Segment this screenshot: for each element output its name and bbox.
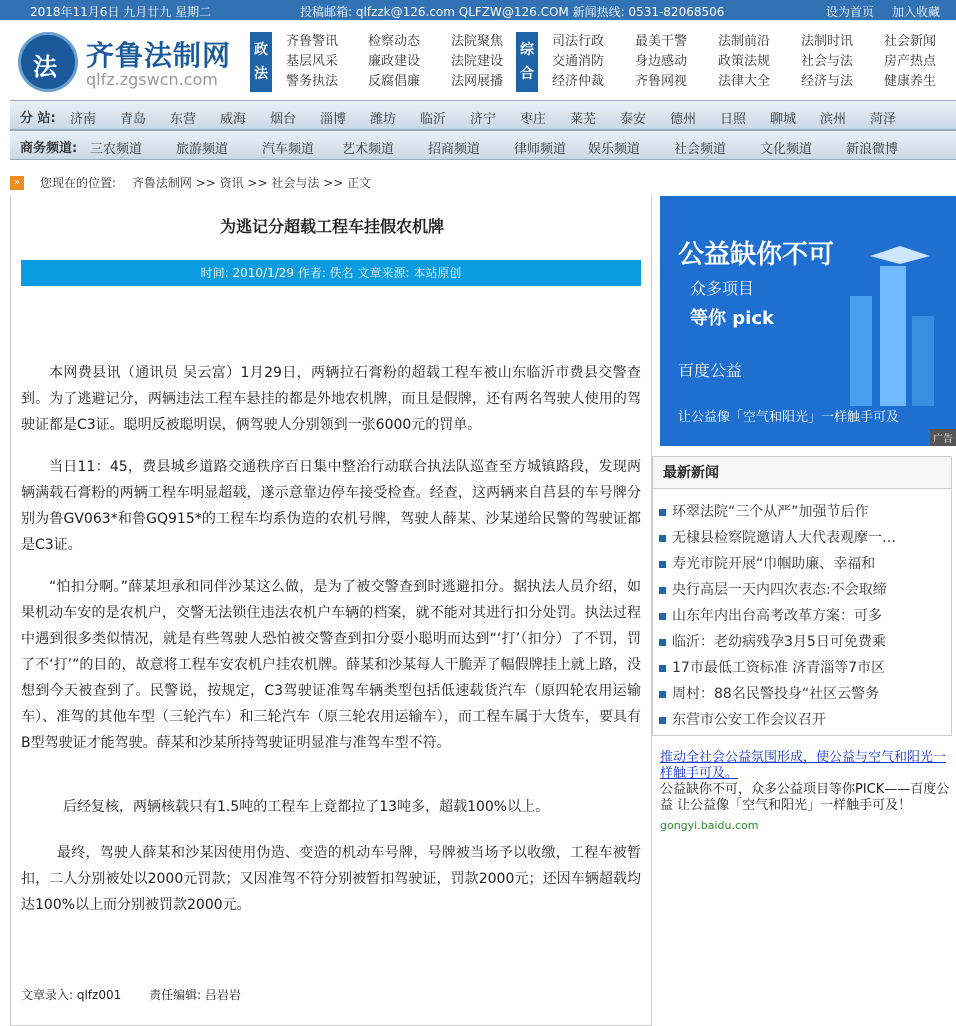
ad-brand: 百度公益: [678, 361, 743, 380]
nav-link[interactable]: 健康养生: [884, 74, 937, 89]
date-text: 2018年11月6日 九月廿九 星期二: [30, 5, 212, 19]
station-link[interactable]: 潍坊: [370, 112, 397, 127]
add-favorite-link[interactable]: 加入收藏: [892, 5, 941, 19]
nav-col-8: [884, 32, 936, 92]
station-link[interactable]: 日照: [720, 112, 747, 127]
breadcrumb-path[interactable]: 齐鲁法制网 >> 资讯 >> 社会与法 >> 正文: [131, 176, 372, 190]
nav-link[interactable]: 法院建设: [451, 54, 504, 69]
article-meta: 时间: 2010/1/29 作者: 佚名 文章来源: 本站原创: [21, 260, 641, 286]
nav-link[interactable]: 司法行政: [552, 34, 605, 49]
nav-col-5: [635, 32, 687, 92]
article-paragraph: 最终，驾驶人薛某和沙某因使用伪造、变造的机动车号牌，号牌被当场予以收缴，工程车被暂扣，二人分别被处以2000元罚款；又因准驾不符分别被暂扣驾驶证，罚款2000元；还因车辆超载均达100%以上而分别被罚款2000元。: [21, 845, 641, 913]
nav-link[interactable]: 身边感动: [635, 54, 688, 69]
channel-link[interactable]: 艺术频道: [342, 142, 395, 157]
station-link[interactable]: 东营: [170, 112, 197, 127]
city-illustration-icon: [840, 236, 950, 416]
stations-label: 分 站:: [20, 111, 56, 126]
breadcrumb-prefix: 您现在的位置:: [40, 176, 117, 190]
station-link[interactable]: 济宁: [470, 112, 497, 127]
ad-banner[interactable]: [660, 196, 956, 446]
news-item[interactable]: 临沂：老幼病残孕3月5日可免费乘: [659, 631, 886, 651]
channel-link[interactable]: 律师频道: [514, 142, 567, 157]
text-ad-url[interactable]: gongyi.baidu.com: [660, 819, 759, 832]
channel-link[interactable]: 三农频道: [90, 142, 143, 157]
logo-icon[interactable]: 法: [18, 32, 78, 92]
ad-subline: 众多项目: [690, 279, 755, 298]
news-item[interactable]: 17市最低工资标准 济青淄等7市区: [659, 657, 885, 677]
channel-link[interactable]: 文化频道: [760, 142, 813, 157]
channel-link[interactable]: 旅游频道: [176, 142, 229, 157]
business-label: 商务频道:: [20, 141, 78, 156]
station-link[interactable]: 聊城: [770, 112, 797, 127]
site-url: qlfz.zgswcn.com: [86, 70, 218, 89]
article-paragraph: 本网费县讯（通讯员 吴云富）1月29日，两辆拉石膏粉的超载工程车被山东临沂市费县交警查到。为了逃避记分，两辆违法工程车悬挂的都是外地农机牌，而且是假牌，还有两名驾驶人使用的驾驶证都是C3证。聪明反被聪明误，俩驾驶人分别领到一张6000元的罚单。: [21, 365, 641, 433]
station-link[interactable]: 济南: [70, 112, 97, 127]
nav-link[interactable]: 法制时讯: [801, 34, 854, 49]
arrow-icon: »: [10, 176, 24, 190]
news-item[interactable]: 山东年内出台高考改革方案：可多: [659, 605, 882, 625]
ad-pick: 等你 pick: [690, 308, 774, 329]
ad-slogan: 让公益像「空气和阳光」一样触手可及: [678, 410, 900, 425]
channel-link[interactable]: 汽车频道: [262, 142, 315, 157]
nav-link[interactable]: 基层风采: [286, 54, 339, 69]
site-header: [10, 22, 956, 100]
news-item[interactable]: 央行高层一天内四次表态:不会取缔: [659, 579, 887, 599]
news-item[interactable]: 无棣县检察院邀请人大代表观摩一…: [659, 527, 896, 547]
nav-link[interactable]: 反腐倡廉: [368, 74, 421, 89]
station-link[interactable]: 威海: [220, 112, 247, 127]
nav-link[interactable]: 齐鲁警讯: [286, 34, 339, 49]
nav-link[interactable]: 检察动态: [368, 34, 421, 49]
station-link[interactable]: 枣庄: [520, 112, 547, 127]
news-item[interactable]: 周村：88名民警投身“社区云警务: [659, 683, 879, 703]
nav-link[interactable]: 法院聚焦: [451, 34, 504, 49]
station-link[interactable]: 德州: [670, 112, 697, 127]
contact-info: 投稿邮箱: qlfzzk@126.com QLFZW@126.COM 新闻热线: 0531-82068506: [300, 5, 725, 19]
text-ad-link[interactable]: 推动全社会公益氛围形成，使公益与空气和阳光一样触手可及。: [660, 750, 947, 781]
nav-link[interactable]: 法制前沿: [718, 34, 771, 49]
article-paragraph: “怕扣分啊。”薛某坦承和同伴沙某这么做，是为了被交警查到时逃避扣分。据执法人员介绍，如果机动车安的是农机户，交警无法锁住违法农机户车辆的档案，就不能对其进行扣分处罚。执法过程中遇到很多类似情况，就是有些驾驶人恐怕被交警查到扣分耍小聪明而达到“‘打’（扣分）了不罚，罚了不‘打’”的目的，故意将工程车安农机户挂农机牌。薛某和沙某每人干脆弄了幅假牌挂上就上路，没想到今天被查到了。民警说，按规定，C3驾驶证准驾车辆类型包括低速载货汽车（原四轮农用运输车）、准驾的其他车型（三轮汽车）和三轮汽车（原三轮农用运输车），而工程车属于大货车，要具有B型驾驶证才能驾驶。薛某和沙某所持驾驶证明显准与准驾车型不符。: [21, 579, 641, 751]
nav-col-3: [451, 32, 503, 92]
article-paragraph: 当日11：45，费县城乡道路交通秩序百日集中整治行动联合执法队巡查至方城镇路段，发现两辆满载石膏粉的两辆工程车明显超载，遂示意靠边停车接受检查。经查，这两辆来自莒县的车号牌分别为鲁GV063*和鲁GQ915*的工程车均系伪造的农机号牌，驾驶人薛某、沙某递给民警的驾驶证都是C3证。: [21, 459, 641, 553]
channel-link[interactable]: 社会频道: [674, 142, 727, 157]
station-link[interactable]: 烟台: [270, 112, 297, 127]
text-ad-body: 公益缺你不可，众多公益项目等你PICK——百度公益 让公益像「空气和阳光」一样触手可及！: [660, 782, 950, 813]
entry-info: 文章录入: qlfz001: [21, 988, 122, 1002]
nav-col-7: [801, 32, 853, 92]
article-paragraph: 后经复核，两辆核载只有1.5吨的工程车上竟都拉了13吨多，超载100%以上。: [63, 799, 550, 815]
nav-col-1: [286, 32, 338, 92]
news-item[interactable]: 寿光市院开展“巾帼助廉、幸福和: [659, 553, 875, 573]
news-item[interactable]: 东营市公安工作会议召开: [659, 709, 826, 729]
channel-link[interactable]: 招商频道: [428, 142, 481, 157]
nav-col-2: [368, 32, 420, 92]
station-link[interactable]: 滨州: [820, 112, 847, 127]
set-home-link[interactable]: 设为首页: [826, 5, 875, 19]
article-footer: [21, 986, 241, 1003]
nav-col-6: [718, 32, 770, 92]
news-header: 最新新闻: [653, 457, 951, 489]
station-link[interactable]: 泰安: [620, 112, 647, 127]
nav-link[interactable]: 交通消防: [552, 54, 605, 69]
station-link[interactable]: 菏泽: [870, 112, 897, 127]
nav-link[interactable]: 法律大全: [718, 74, 771, 89]
nav-link[interactable]: 警务执法: [286, 74, 339, 89]
ad-headline: 公益缺你不可: [678, 240, 835, 270]
channel-link[interactable]: 娱乐频道: [588, 142, 641, 157]
nav-tag-general: 综合: [516, 32, 538, 92]
nav-link[interactable]: 经济仲裁: [552, 74, 605, 89]
nav-link[interactable]: 齐鲁网视: [635, 74, 688, 89]
station-link[interactable]: 临沂: [420, 112, 447, 127]
nav-link[interactable]: 最美干警: [635, 34, 688, 49]
nav-link[interactable]: 社会与法: [801, 54, 854, 69]
breadcrumb: [10, 174, 371, 191]
editor-info: 责任编辑: 吕岩岩: [149, 988, 241, 1002]
nav-col-4: [552, 32, 604, 92]
text-ad: [660, 750, 956, 834]
article-title: 为逃记分超载工程车挂假农机牌: [219, 217, 444, 236]
nav-link[interactable]: 廉政建设: [368, 54, 421, 69]
stations-bar: [10, 100, 956, 130]
nav-link[interactable]: 法网展播: [451, 74, 504, 89]
nav-link[interactable]: 政策法规: [718, 54, 771, 69]
nav-link[interactable]: 社会新闻: [884, 34, 937, 49]
top-bar: [0, 0, 956, 20]
latest-news-panel: [652, 456, 952, 736]
station-link[interactable]: 莱芜: [570, 112, 597, 127]
station-link[interactable]: 青岛: [120, 112, 147, 127]
article-panel: [10, 196, 652, 1026]
nav-link[interactable]: 房产热点: [884, 54, 937, 69]
nav-link[interactable]: 经济与法: [801, 74, 854, 89]
station-link[interactable]: 淄博: [320, 112, 347, 127]
business-bar: [10, 130, 956, 160]
ad-label: 广告: [930, 429, 956, 446]
nav-tag-politics: 政法: [250, 32, 272, 92]
news-item[interactable]: 环翠法院“三个从严”加强节后作: [659, 501, 869, 521]
site-title[interactable]: 齐鲁法制网: [86, 39, 232, 72]
channel-link[interactable]: 新浪微博: [846, 142, 899, 157]
